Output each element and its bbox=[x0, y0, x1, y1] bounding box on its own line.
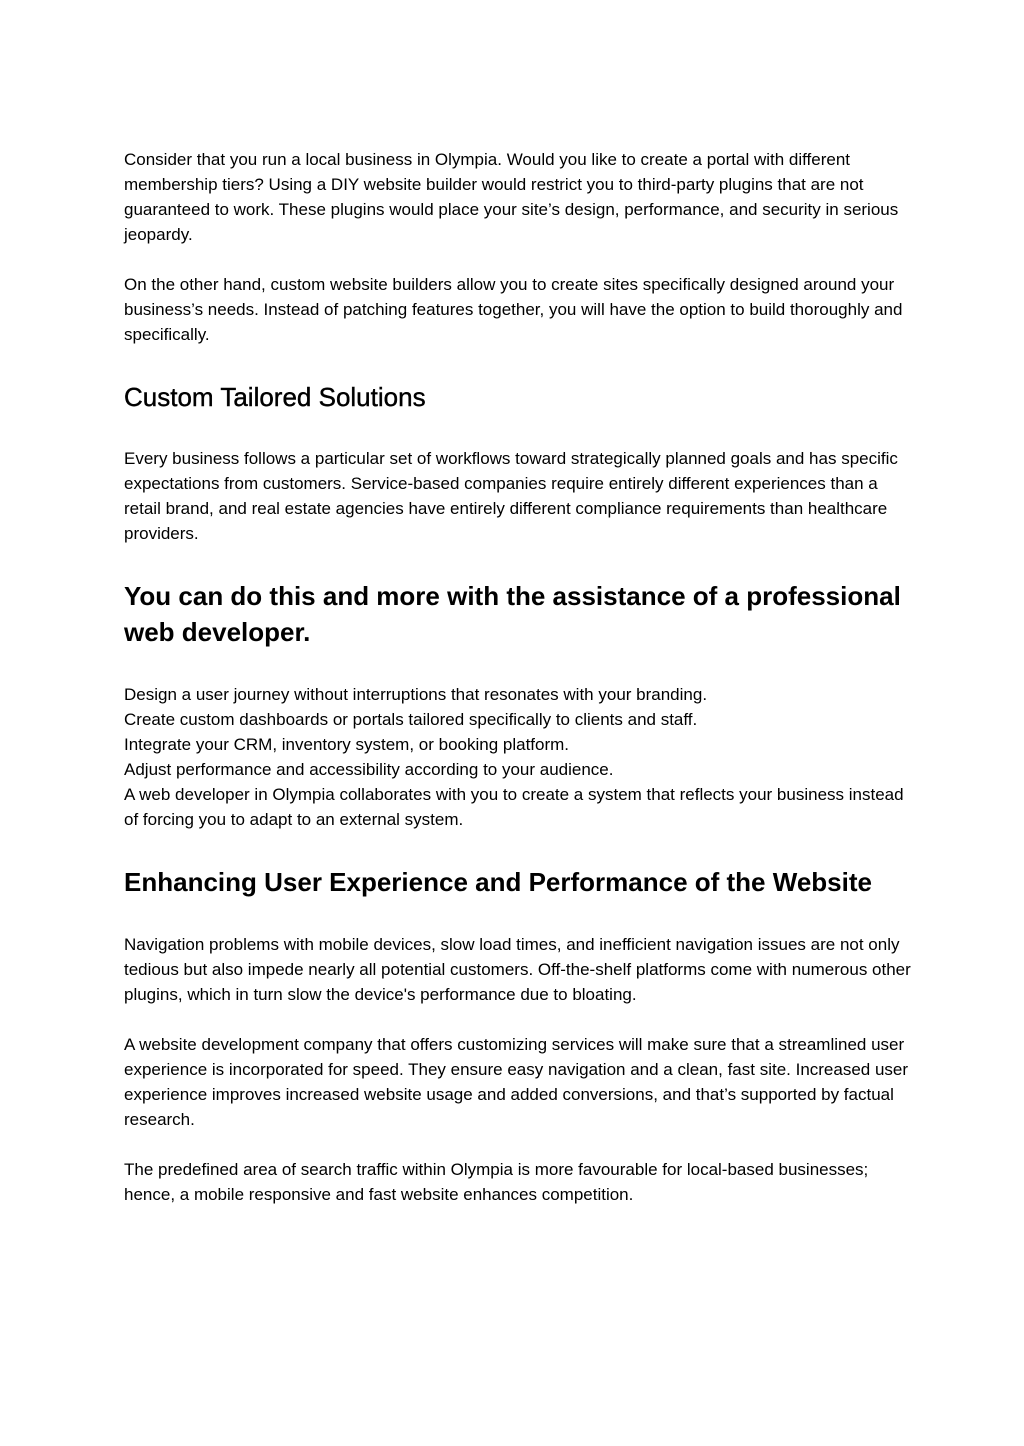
paragraph-custom-tailored: Every business follows a particular set of workflows toward strategically planned goals and has specific expectations from customers. Service-based companies require entirely different experiences than a retail brand, and real estate agencies have entirely different compliance requirements than healthcare providers. bbox=[124, 449, 898, 543]
spacer bbox=[124, 1007, 914, 1032]
spacer bbox=[124, 546, 914, 578]
spacer bbox=[124, 900, 914, 932]
spacer bbox=[124, 832, 914, 864]
list-line: Design a user journey without interruptions that resonates with your branding. bbox=[124, 685, 708, 704]
paragraph-intro-2: On the other hand, custom website builders allow you to create sites specifically designed around your business’s needs. Instead of patching features together, you will have the option to build thoroughly and specifically. bbox=[124, 275, 903, 344]
list-line: Integrate your CRM, inventory system, or booking platform. bbox=[124, 735, 570, 754]
list-line: A web developer in Olympia collaborates with you to create a system that reflects your business instead of forcing you to adapt to an external system. bbox=[124, 785, 904, 829]
spacer bbox=[124, 347, 914, 379]
spacer bbox=[124, 650, 914, 682]
paragraph-ux-2: A website development company that offers customizing services will make sure that a streamlined user experience is incorporated for speed. They ensure easy navigation and a clean, fast site. Increased user experience improves increased website usage and added conversions, and that’s supported by factual research. bbox=[124, 1035, 909, 1129]
document-page bbox=[124, 147, 914, 1207]
heading-web-developer: You can do this and more with the assistance of a professional web developer. bbox=[124, 581, 901, 647]
spacer bbox=[124, 247, 914, 272]
heading-ux-performance: Enhancing User Experience and Performance of the Website bbox=[124, 867, 872, 897]
paragraph-intro: Consider that you run a local business in Olympia. Would you like to create a portal with different membership tiers? Using a DIY website builder would restrict you to third-party plugins that are not guaranteed to work. These plugins would place your site’s design, performance, and security in serious jeopardy. bbox=[124, 150, 899, 244]
paragraph-ux-1: Navigation problems with mobile devices, slow load times, and inefficient navigation issues are not only tedious but also impede nearly all potential customers. Off-the-shelf platforms come with numerous other plugins, which in turn slow the device's performance due to bloating. bbox=[124, 935, 911, 1004]
heading-custom-tailored-solutions: Custom Tailored Solutions bbox=[124, 382, 426, 412]
list-line: Adjust performance and accessibility according to your audience. bbox=[124, 760, 614, 779]
list-line: Create custom dashboards or portals tailored specifically to clients and staff. bbox=[124, 710, 698, 729]
paragraph-ux-3: The predefined area of search traffic within Olympia is more favourable for local-based businesses; hence, a mobile responsive and fast website enhances competition. bbox=[124, 1160, 869, 1204]
spacer bbox=[124, 1132, 914, 1157]
spacer bbox=[124, 415, 914, 446]
